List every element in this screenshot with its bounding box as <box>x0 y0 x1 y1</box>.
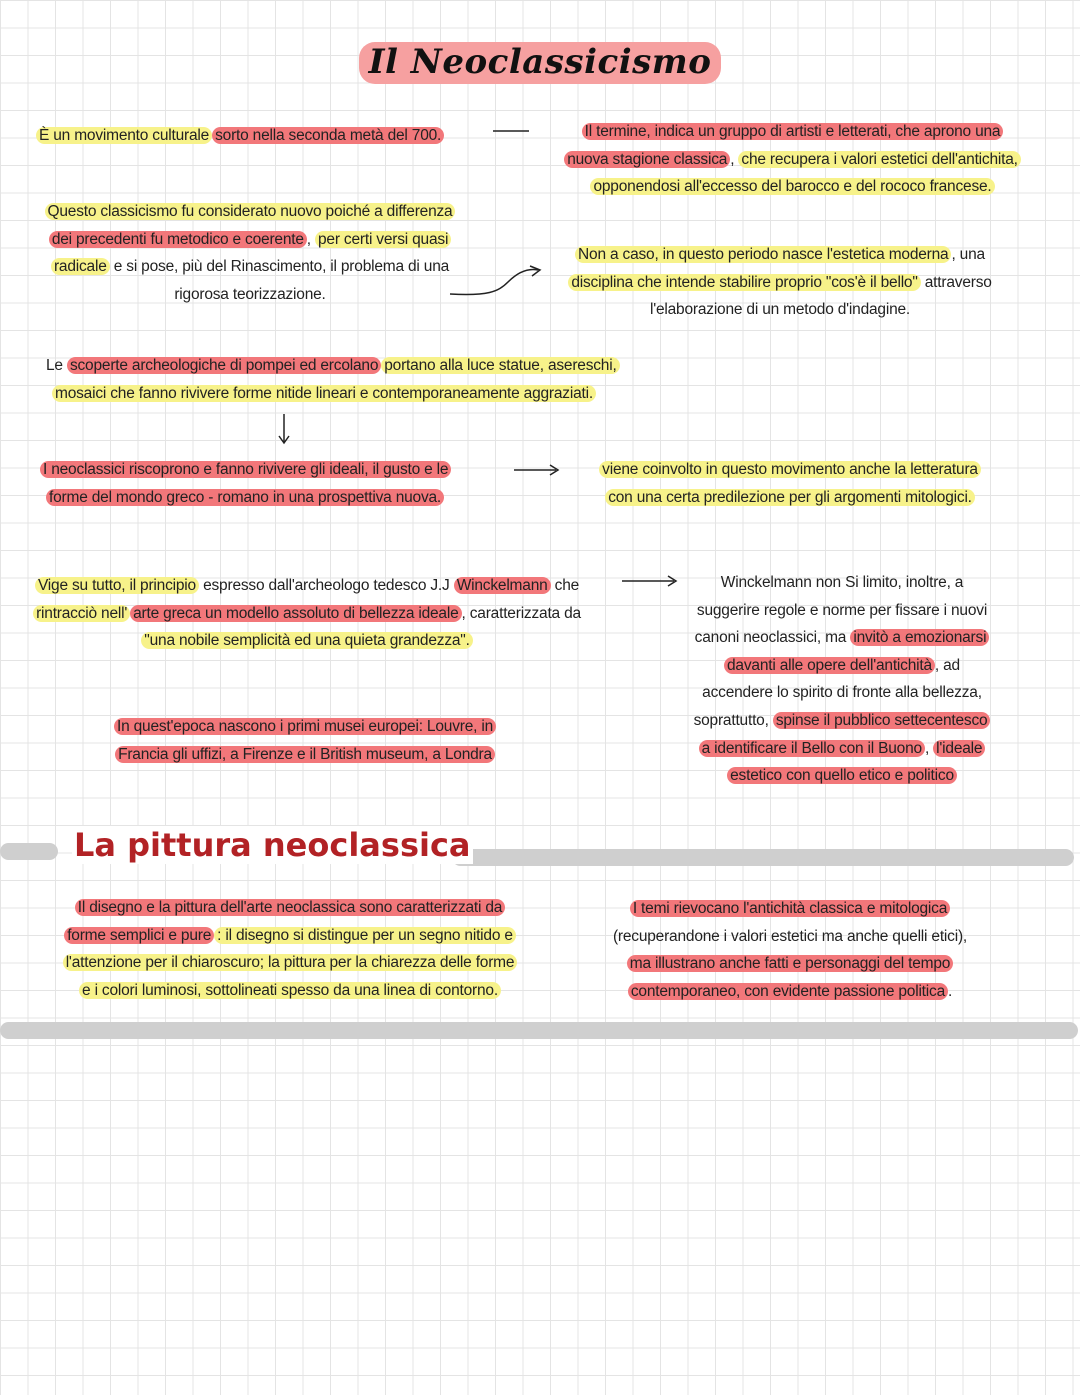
winckelmann-detail-note: Winckelmann non Si limito, inoltre, a suggerire regole e norme per fissare i nuovi canoni neoclassici, ma invitò a emozionarsi davanti alle opere dell'antichità , ad accendere lo spirito di fronte alla bellezza, soprattutto, spinse il pubblico settecentesco a identificare il Bello con il Buono , l'ideale estetico con quello etico e politico <box>672 569 1012 790</box>
arrow-right-icon <box>512 463 562 477</box>
curved-arrow-icon <box>448 262 548 302</box>
neoclassicists-note: I neoclassici riscoprono e fanno rivivere gli ideali, il gusto e le forme del mondo greco - romano in una prospettiva nuova. <box>40 456 510 511</box>
classicism-note: Questo classicismo fu considerato nuovo poiché a differenza dei precedenti fu metodico e coerente , per certi versi quasi radicale e si pose, più del Rinascimento, il problema di una rigorosa teorizzazione. <box>20 198 480 308</box>
intro-note: È un movimento culturale sorto nella seconda metà del 700. <box>36 122 506 150</box>
heading-bar-right <box>452 849 1074 866</box>
arrow-right-icon <box>620 574 680 588</box>
section-divider <box>0 1022 1078 1039</box>
winckelmann-note: Vige su tutto, il principio espresso dall'archeologo tedesco J.J Winckelmann che rintracciò nell' arte greca un modello assoluto di bellezza ideale , caratterizzata da "una nobile semplicità ed una quieta grandezza". <box>22 572 592 655</box>
term-note: Il termine, indica un gruppo di artisti e letterati, che aprono una nuova stagione classica , che recupera i valori estetici dell'antichita, opponendosi all'eccesso del barocco e del rococo francese. <box>540 118 1045 201</box>
discoveries-note: Le scoperte archeologiche di pompei ed ercolano portano alla luce statue, asereschi, mosaici che fanno rivivere forme nitide lineari e contemporaneamente aggraziati. <box>46 352 666 407</box>
painting-note: Il disegno e la pittura dell'arte neoclassica sono caratterizzati da forme semplici e pure : il disegno si distingue per un segno nitido e l'attenzione per il chiaroscuro; la pittura per la chiarezza delle forme e i colori luminosi, sottolineati spesso da una linea di contorno. <box>30 894 550 1004</box>
arrow-down-icon <box>276 412 292 446</box>
literature-note: viene coinvolto in questo movimento anche la letteratura con una certa predilezione per gli argomenti mitologici. <box>565 456 1015 511</box>
aesthetics-note: Non a caso, in questo periodo nasce l'estetica moderna , una disciplina che intende stabilire proprio "cos'è il bello" attraverso l'elaborazione di un metodo d'indagine. <box>540 241 1020 324</box>
page-title: Il Neoclassicismo <box>0 42 1080 82</box>
museums-note: In quest'epoca nascono i primi musei europei: Louvre, in Francia gli uffizi, a Firenze e il British museum, a Londra <box>60 713 550 768</box>
themes-note: I temi rievocano l'antichità classica e mitologica (recuperandone i valori estetici ma anche quelli etici), ma illustrano anche fatti e personaggi del tempo contemporaneo, con evidente passione politica . <box>612 900 968 1000</box>
heading-bar-left <box>0 843 58 860</box>
section-heading: La pittura neoclassica <box>74 826 471 864</box>
connector-line <box>491 126 531 136</box>
